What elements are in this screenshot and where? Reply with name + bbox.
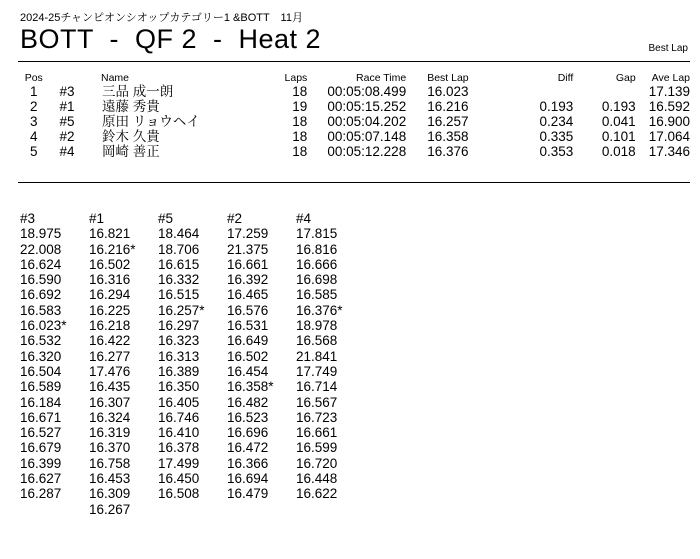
lap-column — [20, 211, 89, 517]
cell-pos: 1 — [29, 84, 38, 99]
lap-time: 16.277 — [89, 348, 131, 364]
cell-ave-lap: 16.900 — [648, 114, 690, 129]
lap-time: 16.320 — [20, 348, 62, 364]
cell-name: 鈴木 久貴 — [102, 129, 160, 144]
lap-time: 16.435 — [89, 379, 131, 395]
lap-time: 16.294 — [89, 287, 131, 303]
lap-time: 16.366 — [227, 455, 269, 471]
lap-time: 16.661 — [227, 256, 269, 272]
lap-time: 16.319 — [89, 425, 131, 441]
lap-time: 16.515 — [158, 287, 200, 303]
lap-time: 16.287 — [20, 486, 62, 502]
lap-time: 16.523 — [227, 409, 269, 425]
lap-time: 17.476 — [89, 363, 131, 379]
cell-laps: 18 — [292, 144, 308, 159]
best-lap-tag: Best Lap — [648, 43, 688, 54]
cell-diff: 0.335 — [539, 129, 574, 144]
lap-time: 16.615 — [158, 256, 200, 272]
lap-time: 17.259 — [227, 226, 269, 242]
cell-race-time: 00:05:07.148 — [327, 129, 407, 144]
lap-time: 16.696 — [227, 425, 269, 441]
lap-time: 16.218 — [89, 318, 131, 334]
cell-laps: 18 — [292, 129, 308, 144]
lap-time: 16.590 — [20, 272, 62, 288]
lap-column-header: #1 — [89, 211, 105, 226]
cell-laps: 19 — [292, 99, 308, 114]
cell-race-time: 00:05:15.252 — [327, 99, 407, 114]
lap-time: 16.389 — [158, 363, 200, 379]
lap-time: 16.532 — [20, 333, 62, 349]
lap-time: 17.499 — [158, 455, 200, 471]
lap-time: 18.706 — [158, 241, 200, 257]
cell-gap: 0.101 — [601, 129, 636, 144]
cell-diff: 0.234 — [539, 114, 574, 129]
lap-time: 16.589 — [20, 379, 62, 395]
result-row — [20, 144, 690, 159]
cell-name: 原田 リョウヘイ — [102, 114, 200, 129]
lap-time: 21.841 — [296, 348, 338, 364]
lap-time: 16.324 — [89, 409, 131, 425]
lap-time: 16.746 — [158, 409, 200, 425]
lap-time: 16.627 — [20, 471, 62, 487]
result-row — [20, 84, 690, 99]
lap-time: 16.453 — [89, 471, 131, 487]
lap-time: 16.392 — [227, 272, 269, 288]
lap-time: 16.758 — [89, 455, 131, 471]
lap-column-header: #4 — [296, 211, 312, 226]
lap-time: 16.694 — [227, 471, 269, 487]
lap-time: 16.567 — [296, 394, 338, 410]
lap-time: 16.692 — [20, 287, 62, 303]
lap-time: 16.671 — [20, 409, 62, 425]
cell-race-time: 00:05:04.202 — [327, 114, 407, 129]
lap-time: 16.350 — [158, 379, 200, 395]
lap-time: 16.370 — [89, 440, 131, 456]
lap-time: 16.624 — [20, 256, 62, 272]
lap-time: 16.482 — [227, 394, 269, 410]
cell-number: #5 — [59, 114, 75, 129]
lap-time: 16.225 — [89, 302, 131, 318]
lap-time: 17.815 — [296, 226, 338, 242]
cell-race-time: 00:05:12.228 — [327, 144, 407, 159]
lap-time: 16.599 — [296, 440, 338, 456]
header-divider — [18, 61, 690, 62]
cell-race-time: 00:05:08.499 — [327, 84, 407, 99]
cell-name: 遠藤 秀貴 — [102, 99, 160, 114]
lap-time: 21.375 — [227, 241, 269, 257]
cell-laps: 18 — [292, 114, 308, 129]
lap-time: 18.464 — [158, 226, 200, 242]
cell-number: #2 — [59, 129, 75, 144]
cell-best-lap: 16.023 — [427, 84, 469, 99]
lap-column-header: #5 — [158, 211, 174, 226]
lap-column — [158, 211, 227, 517]
lap-time: 16.679 — [20, 440, 62, 456]
result-row — [20, 129, 690, 144]
lap-time: 16.316 — [89, 272, 131, 288]
col-header-laps: Laps — [284, 72, 308, 84]
lap-time: 16.661 — [296, 425, 338, 441]
col-header-name: Name — [101, 72, 130, 84]
cell-ave-lap: 17.064 — [648, 129, 690, 144]
event-subtitle: 2024-25チャンピオンシオップカテゴリー1 &BOTT 11月 — [20, 12, 303, 24]
cell-number: #4 — [59, 144, 75, 159]
cell-ave-lap: 17.346 — [648, 144, 690, 159]
lap-time: 16.527 — [20, 425, 62, 441]
lap-time: 16.297 — [158, 318, 200, 334]
lap-time: 16.454 — [227, 363, 269, 379]
cell-number: #3 — [59, 84, 75, 99]
results-body — [20, 84, 690, 159]
results-divider — [18, 182, 690, 183]
lap-column-header: #2 — [227, 211, 243, 226]
cell-ave-lap: 17.139 — [648, 84, 690, 99]
lap-time: 16.714 — [296, 379, 338, 395]
lap-time: 16.216* — [89, 241, 136, 257]
lap-time: 16.410 — [158, 425, 200, 441]
results-table — [20, 69, 690, 159]
col-header-pos: Pos — [24, 72, 43, 84]
lap-time: 16.313 — [158, 348, 200, 364]
lap-time: 16.332 — [158, 272, 200, 288]
lap-time: 16.465 — [227, 287, 269, 303]
lap-time: 16.479 — [227, 486, 269, 502]
cell-best-lap: 16.376 — [427, 144, 469, 159]
lap-time: 16.568 — [296, 333, 338, 349]
lap-time: 16.448 — [296, 471, 338, 487]
lap-time: 18.975 — [20, 226, 62, 242]
cell-best-lap: 16.358 — [427, 129, 469, 144]
cell-pos: 4 — [29, 129, 38, 144]
lap-time: 16.622 — [296, 486, 338, 502]
results-header-row — [20, 69, 690, 84]
lap-time: 16.502 — [227, 348, 269, 364]
lap-time: 17.749 — [296, 363, 338, 379]
cell-name: 三品 成一朗 — [102, 84, 174, 99]
lap-time: 16.267 — [89, 501, 131, 517]
lap-time: 16.450 — [158, 471, 200, 487]
lap-time: 16.399 — [20, 455, 62, 471]
cell-laps: 18 — [292, 84, 308, 99]
lap-time: 16.821 — [89, 226, 131, 242]
cell-diff: 0.193 — [539, 99, 574, 114]
lap-time: 16.257* — [158, 302, 205, 318]
cell-best-lap: 16.216 — [427, 99, 469, 114]
lap-column — [227, 211, 296, 517]
lap-time: 16.649 — [227, 333, 269, 349]
cell-best-lap: 16.257 — [427, 114, 469, 129]
cell-pos: 3 — [29, 114, 38, 129]
lap-time: 16.023* — [20, 318, 67, 334]
lap-time: 16.358* — [227, 379, 274, 395]
lap-time: 16.531 — [227, 318, 269, 334]
lap-time: 16.720 — [296, 455, 338, 471]
lap-time: 16.698 — [296, 272, 338, 288]
lap-time: 16.816 — [296, 241, 338, 257]
lap-time: 16.666 — [296, 256, 338, 272]
cell-ave-lap: 16.592 — [648, 99, 690, 114]
lap-time: 22.008 — [20, 241, 62, 257]
lap-time: 16.508 — [158, 486, 200, 502]
lap-times-grid — [20, 211, 365, 517]
lap-time: 18.978 — [296, 318, 338, 334]
col-header-gap: Gap — [615, 72, 636, 84]
lap-time: 16.422 — [89, 333, 131, 349]
lap-time: 16.472 — [227, 440, 269, 456]
col-header-diff: Diff — [557, 72, 574, 84]
cell-gap: 0.193 — [601, 99, 636, 114]
col-header-number — [47, 69, 101, 84]
lap-time: 16.585 — [296, 287, 338, 303]
lap-time: 16.576 — [227, 302, 269, 318]
lap-time: 16.723 — [296, 409, 338, 425]
lap-time: 16.583 — [20, 302, 62, 318]
cell-diff — [511, 84, 573, 99]
cell-gap: 0.041 — [601, 114, 636, 129]
cell-pos: 2 — [29, 99, 38, 114]
cell-name: 岡崎 善正 — [102, 144, 160, 159]
cell-gap — [573, 84, 635, 99]
lap-time: 16.307 — [89, 394, 131, 410]
page-title: BOTT - QF 2 - Heat 2 — [20, 24, 322, 54]
lap-time: 16.309 — [89, 486, 131, 502]
cell-gap: 0.018 — [601, 144, 636, 159]
lap-time: 16.376* — [296, 302, 343, 318]
col-header-ave-lap: Ave Lap — [651, 72, 690, 84]
lap-column — [89, 211, 158, 517]
lap-column-header: #3 — [20, 211, 36, 226]
lap-time: 16.502 — [89, 256, 131, 272]
col-header-best-lap: Best Lap — [427, 72, 469, 84]
cell-pos: 5 — [29, 144, 38, 159]
cell-number: #1 — [59, 99, 75, 114]
lap-time: 16.405 — [158, 394, 200, 410]
lap-time: 16.323 — [158, 333, 200, 349]
result-row — [20, 99, 690, 114]
result-row — [20, 114, 690, 129]
col-header-race-time: Race Time — [356, 72, 407, 84]
lap-time: 16.184 — [20, 394, 62, 410]
lap-time: 16.504 — [20, 363, 62, 379]
lap-time: 16.378 — [158, 440, 200, 456]
lap-column — [296, 211, 365, 517]
cell-diff: 0.353 — [539, 144, 574, 159]
